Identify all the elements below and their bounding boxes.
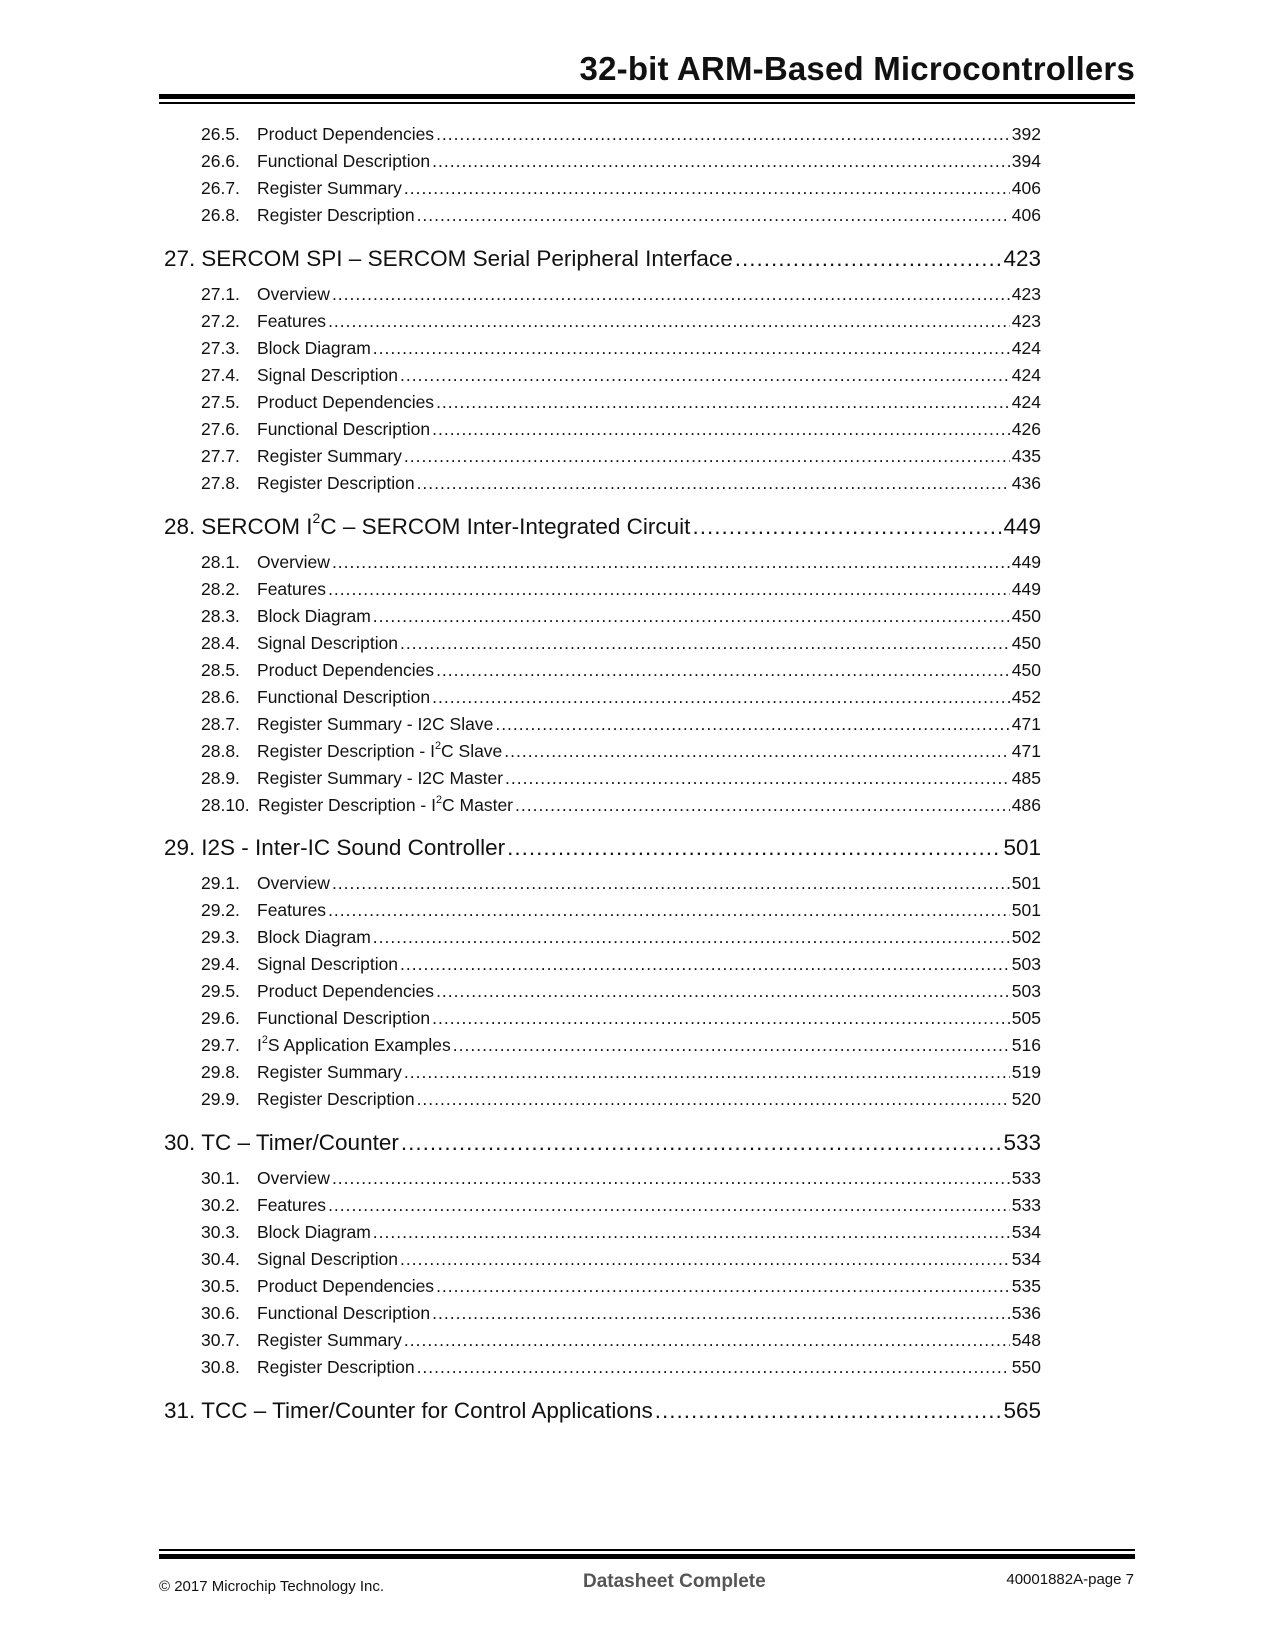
dot-leader xyxy=(436,392,1010,413)
toc-page-number: 503 xyxy=(1011,981,1041,1001)
dot-leader xyxy=(417,205,1010,226)
footer-page-reference: 40001882A-page 7 xyxy=(1006,1571,1134,1588)
chapter-title: TC – Timer/Counter xyxy=(201,1130,399,1155)
toc-entry-27-3[interactable] xyxy=(201,338,1041,360)
toc-page-number: 533 xyxy=(1011,1195,1041,1215)
toc-page-number: 535 xyxy=(1011,1276,1041,1296)
toc-entry-26-6[interactable] xyxy=(201,151,1041,173)
toc-title: Features xyxy=(257,579,327,599)
dot-leader xyxy=(332,284,1010,305)
toc-page-number: 452 xyxy=(1011,687,1041,707)
toc-page-number: 392 xyxy=(1011,124,1041,144)
dot-leader xyxy=(453,1035,1010,1056)
toc-title: Functional Description xyxy=(257,419,431,439)
toc-page-number: 533 xyxy=(1011,1168,1041,1188)
toc-number: 27.7. xyxy=(201,446,240,466)
toc-title: Overview xyxy=(257,873,330,893)
toc-entry-29-8[interactable] xyxy=(201,1062,1041,1084)
toc-title: Register Summary xyxy=(257,178,402,198)
toc-chapter-28[interactable] xyxy=(164,510,1041,542)
toc-number: 26.6. xyxy=(201,151,240,171)
toc-title: Product Dependencies xyxy=(257,124,435,144)
toc-page-number: 486 xyxy=(1011,795,1041,815)
toc-number: 29.6. xyxy=(201,1008,240,1028)
dot-leader xyxy=(332,552,1010,573)
toc-number: 29.2. xyxy=(201,900,240,920)
toc-number: 30.1. xyxy=(201,1168,240,1188)
toc-number: 29.3. xyxy=(201,927,240,947)
toc-title: Signal Description xyxy=(257,1249,399,1269)
toc-number: 26.7. xyxy=(201,178,240,198)
toc-page-number: 423 xyxy=(1011,284,1041,304)
toc-title: Overview xyxy=(257,284,330,304)
toc-page-number: 536 xyxy=(1011,1303,1041,1323)
toc-chapter-31[interactable] xyxy=(164,1398,1041,1426)
dot-leader xyxy=(328,900,1010,921)
toc-number: 27.4. xyxy=(201,365,240,385)
toc-page-number: 501 xyxy=(1011,873,1041,893)
toc-entry-30-1[interactable] xyxy=(201,1168,1041,1190)
toc-number: 28.8. xyxy=(201,741,240,761)
toc-title: Block Diagram xyxy=(257,338,371,358)
toc-entry-28-2[interactable] xyxy=(201,579,1041,601)
toc-number: 29.1. xyxy=(201,873,240,893)
toc-number: 27.8. xyxy=(201,473,240,493)
toc-entry-30-4[interactable] xyxy=(201,1249,1041,1271)
toc-entry-28-10[interactable] xyxy=(201,795,1041,817)
toc-number: 29.5. xyxy=(201,981,240,1001)
toc-chapter-30[interactable] xyxy=(164,1130,1041,1158)
toc-page-number: 435 xyxy=(1011,446,1041,466)
dot-leader xyxy=(400,954,1010,975)
toc-title: Overview xyxy=(257,1168,330,1188)
toc-title: Register Summary - I2C Slave xyxy=(257,714,494,734)
toc-title: Product Dependencies xyxy=(257,392,435,412)
toc-number: 28.3. xyxy=(201,606,240,626)
toc-number: 28.7. xyxy=(201,714,240,734)
chapter-title: SERCOM SPI – SERCOM Serial Peripheral Interface xyxy=(201,246,733,271)
toc-number: 29.4. xyxy=(201,954,240,974)
toc-entry-28-3[interactable] xyxy=(201,606,1041,628)
toc-number: 27.2. xyxy=(201,311,240,331)
dot-leader xyxy=(417,1357,1010,1378)
toc-page-number: 550 xyxy=(1011,1357,1041,1377)
dot-leader xyxy=(515,795,1010,816)
toc-number: 27.3. xyxy=(201,338,240,358)
dot-leader xyxy=(373,927,1010,948)
dot-leader xyxy=(417,1089,1010,1110)
dot-leader xyxy=(432,1303,1010,1324)
dot-leader xyxy=(735,246,1002,272)
toc-page-number: 534 xyxy=(1011,1222,1041,1242)
toc-number: 28.10. xyxy=(201,795,250,815)
toc-title: Register Description xyxy=(257,473,415,493)
toc-title: Register Description xyxy=(257,1089,415,1109)
toc-number: 27.5. xyxy=(201,392,240,412)
toc-entry-29-1[interactable] xyxy=(201,873,1041,895)
toc-title: Register Summary xyxy=(257,446,402,466)
toc-number: 27.1. xyxy=(201,284,240,304)
toc-page-number: 424 xyxy=(1011,365,1041,385)
footer-document-label: Datasheet Complete xyxy=(583,1571,766,1592)
toc-entry-27-4[interactable] xyxy=(201,365,1041,387)
toc-page-number: 471 xyxy=(1011,741,1041,761)
dot-leader xyxy=(373,338,1010,359)
toc-number: 28.2. xyxy=(201,579,240,599)
dot-leader xyxy=(507,835,1001,861)
toc-title: Signal Description xyxy=(257,954,399,974)
chapter-title: I2S - Inter-IC Sound Controller xyxy=(201,835,506,860)
toc-page-number: 502 xyxy=(1011,927,1041,947)
header-rule-thin xyxy=(159,102,1135,104)
toc-chapter-27[interactable] xyxy=(164,246,1041,274)
toc-entry-28-4[interactable] xyxy=(201,633,1041,655)
chapter-number: 30. xyxy=(164,1130,196,1155)
toc-title: Register Description - $I^2C$ Master xyxy=(258,793,513,815)
toc-entry-30-3[interactable] xyxy=(201,1222,1041,1244)
toc-page-number: 548 xyxy=(1011,1330,1041,1350)
toc-title: Register Summary - I2C Master xyxy=(257,768,504,788)
toc-title: Features xyxy=(257,900,327,920)
toc-entry-29-5[interactable] xyxy=(201,981,1041,1003)
toc-entry-29-4[interactable] xyxy=(201,954,1041,976)
toc-title: $I^2S$ Application Examples xyxy=(257,1033,451,1055)
toc-title: Register Description xyxy=(257,1357,415,1377)
toc-page-number: 424 xyxy=(1011,392,1041,412)
toc-page-number: 505 xyxy=(1011,1008,1041,1028)
toc-page-number: 406 xyxy=(1011,178,1041,198)
toc-number: 30.5. xyxy=(201,1276,240,1296)
toc-title: Block Diagram xyxy=(257,927,371,947)
dot-leader xyxy=(504,741,1010,762)
dot-leader xyxy=(401,1130,1002,1156)
toc-entry-27-8[interactable] xyxy=(201,473,1041,495)
chapter-number: 27. xyxy=(164,246,196,271)
toc-entry-26-7[interactable] xyxy=(201,178,1041,200)
toc-number: 28.9. xyxy=(201,768,240,788)
toc-title: Product Dependencies xyxy=(257,660,435,680)
dot-leader xyxy=(404,446,1010,467)
toc-title: Register Summary xyxy=(257,1330,402,1350)
toc-entry-28-6[interactable] xyxy=(201,687,1041,709)
toc-title: Features xyxy=(257,1195,327,1215)
dot-leader xyxy=(373,606,1010,627)
toc-number: 26.5. xyxy=(201,124,240,144)
dot-leader xyxy=(332,1168,1010,1189)
toc-number: 29.7. xyxy=(201,1035,240,1055)
dot-leader xyxy=(655,1398,1002,1424)
toc-entry-30-6[interactable] xyxy=(201,1303,1041,1325)
toc-entry-29-2[interactable] xyxy=(201,900,1041,922)
toc-page-number: 394 xyxy=(1011,151,1041,171)
toc-number: 30.6. xyxy=(201,1303,240,1323)
toc-number: 30.8. xyxy=(201,1357,240,1377)
dot-leader xyxy=(432,687,1010,708)
toc-title: Features xyxy=(257,311,327,331)
toc-number: 29.9. xyxy=(201,1089,240,1109)
toc-chapter-29[interactable] xyxy=(164,835,1041,863)
dot-leader xyxy=(328,1195,1010,1216)
toc-entry-27-7[interactable] xyxy=(201,446,1041,468)
dot-leader xyxy=(692,514,1001,540)
toc-number: 30.2. xyxy=(201,1195,240,1215)
toc-page-number: 426 xyxy=(1011,419,1041,439)
dot-leader xyxy=(505,768,1010,789)
toc-page-number: 450 xyxy=(1011,660,1041,680)
toc-entry-27-6[interactable] xyxy=(201,419,1041,441)
chapter-page-number: 423 xyxy=(1003,246,1041,271)
dot-leader xyxy=(436,124,1010,145)
toc-page-number: 450 xyxy=(1011,633,1041,653)
toc-title: Functional Description xyxy=(257,687,431,707)
toc-entry-28-5[interactable] xyxy=(201,660,1041,682)
toc-entry-30-5[interactable] xyxy=(201,1276,1041,1298)
toc-entry-29-6[interactable] xyxy=(201,1008,1041,1030)
toc-page-number: 520 xyxy=(1011,1089,1041,1109)
dot-leader xyxy=(495,714,1009,735)
dot-leader xyxy=(328,579,1010,600)
toc-entry-30-8[interactable] xyxy=(201,1357,1041,1379)
toc-entry-26-8[interactable] xyxy=(201,205,1041,227)
dot-leader xyxy=(436,660,1010,681)
toc-title: Functional Description xyxy=(257,151,431,171)
toc-number: 29.8. xyxy=(201,1062,240,1082)
toc-title: Block Diagram xyxy=(257,1222,371,1242)
header-rule xyxy=(159,94,1135,99)
toc-page-number: 436 xyxy=(1011,473,1041,493)
dot-leader xyxy=(432,151,1010,172)
toc-entry-27-2[interactable] xyxy=(201,311,1041,333)
toc-entry-27-5[interactable] xyxy=(201,392,1041,414)
toc-title: Functional Description xyxy=(257,1303,431,1323)
chapter-title: TCC – Timer/Counter for Control Applications xyxy=(201,1398,653,1423)
toc-title: Product Dependencies xyxy=(257,981,435,1001)
toc-number: 28.6. xyxy=(201,687,240,707)
chapter-page-number: 565 xyxy=(1003,1398,1041,1423)
toc-entry-29-3[interactable] xyxy=(201,927,1041,949)
chapter-number: 28. xyxy=(164,514,196,539)
dot-leader xyxy=(432,419,1010,440)
toc-page-number: 503 xyxy=(1011,954,1041,974)
toc-number: 28.5. xyxy=(201,660,240,680)
toc-page-number: 423 xyxy=(1011,311,1041,331)
chapter-title: SERCOM $I^2C$ – SERCOM Inter-Integrated Circuit xyxy=(201,510,691,539)
toc-page-number: 516 xyxy=(1011,1035,1041,1055)
toc-title: Register Description - $I^2C$ Slave xyxy=(257,739,503,761)
dot-leader xyxy=(404,1062,1010,1083)
toc-page-number: 449 xyxy=(1011,579,1041,599)
dot-leader xyxy=(328,311,1010,332)
toc-title: Product Dependencies xyxy=(257,1276,435,1296)
toc-number: 28.1. xyxy=(201,552,240,572)
dot-leader xyxy=(404,178,1010,199)
footer-copyright: © 2017 Microchip Technology Inc. xyxy=(159,1578,385,1595)
toc-entry-30-7[interactable] xyxy=(201,1330,1041,1352)
dot-leader xyxy=(436,1276,1010,1297)
toc-page-number: 406 xyxy=(1011,205,1041,225)
toc-title: Functional Description xyxy=(257,1008,431,1028)
dot-leader xyxy=(432,1008,1010,1029)
toc-entry-29-9[interactable] xyxy=(201,1089,1041,1111)
toc-title: Signal Description xyxy=(257,633,399,653)
toc-page-number: 501 xyxy=(1011,900,1041,920)
toc-number: 30.7. xyxy=(201,1330,240,1350)
toc-number: 27.6. xyxy=(201,419,240,439)
toc-entry-28-7[interactable] xyxy=(201,714,1041,736)
toc-page-number: 471 xyxy=(1011,714,1041,734)
footer-rule xyxy=(159,1554,1135,1559)
dot-leader xyxy=(417,473,1010,494)
toc-entry-28-1[interactable] xyxy=(201,552,1041,574)
toc-entry-28-9[interactable] xyxy=(201,768,1041,790)
toc-number: 30.3. xyxy=(201,1222,240,1242)
toc-number: 30.4. xyxy=(201,1249,240,1269)
toc-page-number: 424 xyxy=(1011,338,1041,358)
toc-title: Register Summary xyxy=(257,1062,402,1082)
dot-leader xyxy=(436,981,1010,1002)
toc-number: 26.8. xyxy=(201,205,240,225)
toc-title: Block Diagram xyxy=(257,606,371,626)
toc-page-number: 534 xyxy=(1011,1249,1041,1269)
toc-entry-28-8[interactable] xyxy=(201,741,1041,763)
toc-entry-27-1[interactable] xyxy=(201,284,1041,306)
toc-entry-30-2[interactable] xyxy=(201,1195,1041,1217)
toc-entry-26-5[interactable] xyxy=(201,124,1041,146)
chapter-page-number: 533 xyxy=(1003,1130,1041,1155)
page-header-title: 32-bit ARM-Based Microcontrollers xyxy=(579,50,1135,87)
chapter-number: 31. xyxy=(164,1398,196,1423)
dot-leader xyxy=(404,1330,1010,1351)
toc-page-number: 450 xyxy=(1011,606,1041,626)
toc-title: Signal Description xyxy=(257,365,399,385)
dot-leader xyxy=(332,873,1010,894)
toc-page-number: 519 xyxy=(1011,1062,1041,1082)
toc-title: Overview xyxy=(257,552,330,572)
toc-page-number: 485 xyxy=(1011,768,1041,788)
dot-leader xyxy=(400,365,1010,386)
chapter-page-number: 449 xyxy=(1003,514,1041,539)
dot-leader xyxy=(400,1249,1010,1270)
dot-leader xyxy=(373,1222,1010,1243)
chapter-page-number: 501 xyxy=(1003,835,1041,860)
toc-entry-29-7[interactable] xyxy=(201,1035,1041,1057)
footer-rule-thin xyxy=(159,1549,1135,1551)
chapter-number: 29. xyxy=(164,835,196,860)
dot-leader xyxy=(400,633,1010,654)
toc-number: 28.4. xyxy=(201,633,240,653)
toc-title: Register Description xyxy=(257,205,415,225)
toc-page-number: 449 xyxy=(1011,552,1041,572)
